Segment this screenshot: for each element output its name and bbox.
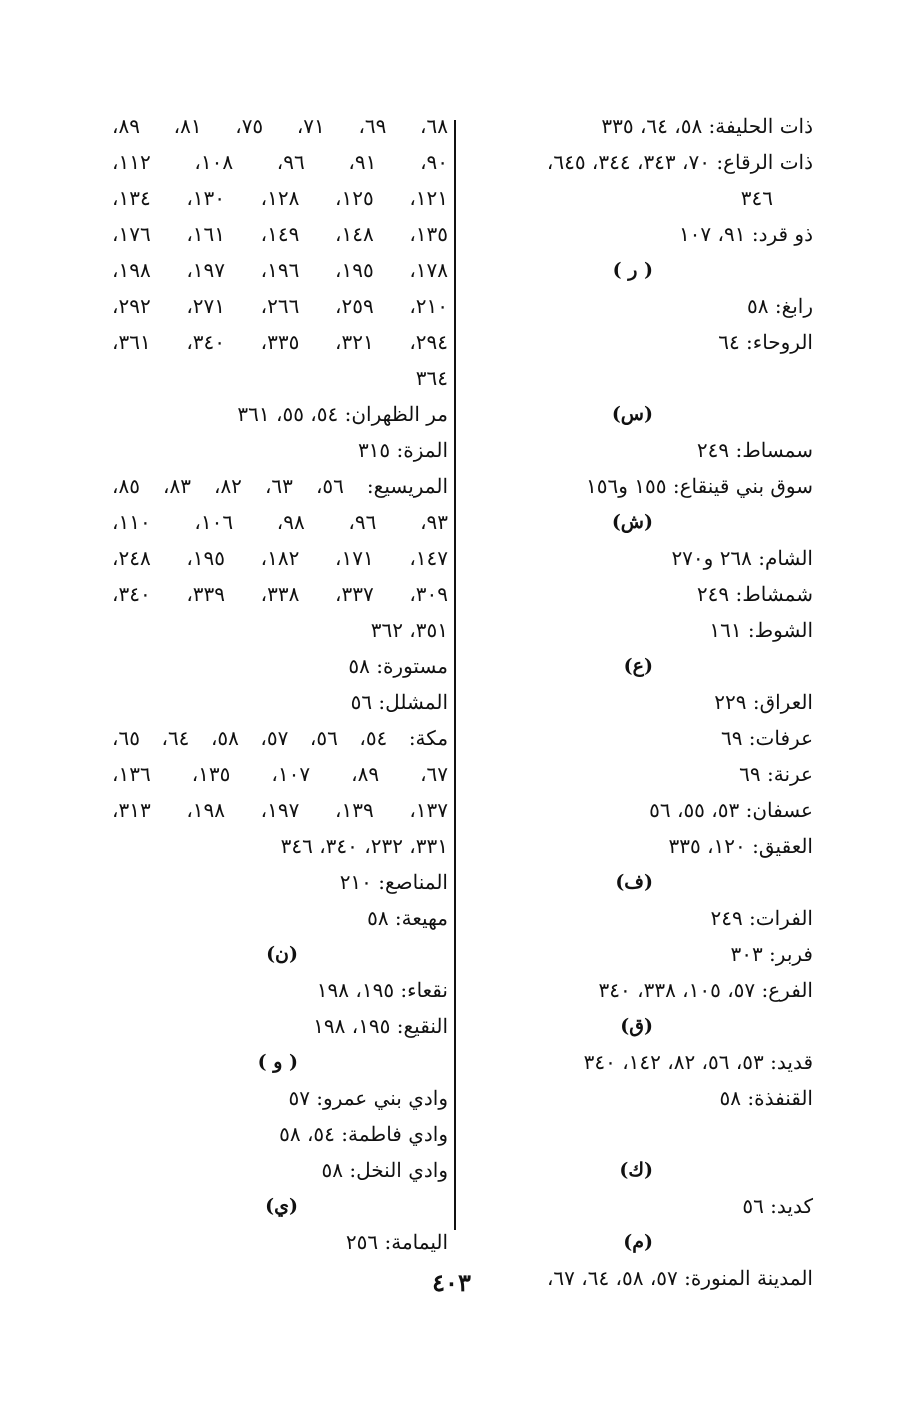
index-entry: مر الظهران: ٥٤، ٥٥، ٣٦١	[237, 402, 448, 426]
index-entry: ٣٣١، ٢٣٢، ٣٤٠، ٣٤٦	[280, 834, 448, 858]
index-entry: كديد: ٥٦	[742, 1194, 813, 1218]
index-entry: اليمامة: ٢٥٦	[345, 1230, 448, 1254]
index-entry: العراق: ٢٢٩	[714, 690, 813, 714]
index-entry: ذات الحليفة: ٥٨، ٦٤، ٣٣٥	[601, 114, 813, 138]
index-entry: ١٧٨، ١٩٥، ١٩٦، ١٩٧، ١٩٨،	[112, 258, 449, 282]
letter-heading: (ش)	[611, 511, 653, 533]
index-entry: المشلل: ٥٦	[350, 690, 448, 714]
index-entry: عرنة: ٦٩	[739, 762, 813, 786]
index-entry: عسفان: ٥٣، ٥٥، ٥٦	[649, 798, 813, 822]
index-column-right	[468, 108, 813, 1296]
letter-heading: (ف)	[615, 871, 653, 893]
index-entry: قديد: ٥٣، ٥٦، ٨٢، ١٤٢، ٣٤٠	[583, 1050, 813, 1074]
column-divider	[454, 120, 456, 1230]
index-entry: ٣٦٤	[415, 366, 448, 390]
blank-line	[468, 1116, 813, 1152]
letter-heading: ( ر )	[612, 259, 653, 281]
index-entry: وادي فاطمة: ٥٤، ٥٨	[279, 1122, 448, 1146]
index-entry: مكة: ٥٤، ٥٦، ٥٧، ٥٨، ٦٤، ٦٥،	[112, 726, 449, 750]
letter-heading: (ق)	[620, 1015, 653, 1037]
index-entry: ٦٧، ٨٩، ١٠٧، ١٣٥، ١٣٦،	[112, 762, 449, 786]
index-entry: شمشاط: ٢٤٩	[696, 582, 813, 606]
index-entry: عرفات: ٦٩	[720, 726, 813, 750]
letter-heading: (ع)	[623, 655, 653, 677]
letter-heading: (ي)	[265, 1195, 298, 1217]
index-entry: الفرات: ٢٤٩	[710, 906, 813, 930]
index-entry: ١٣٧، ١٣٩، ١٩٧، ١٩٨، ٣١٣،	[112, 798, 449, 822]
index-entry: ٦٨، ٦٩، ٧١، ٧٥، ٨١، ٨٩،	[112, 114, 448, 138]
index-entry: مستورة: ٥٨	[348, 654, 448, 678]
index-entry: المناصع: ٢١٠	[339, 870, 448, 894]
letter-heading: (س)	[611, 403, 653, 425]
index-entry: المريسيع: ٥٦، ٦٣، ٨٢، ٨٣، ٨٥،	[112, 474, 449, 498]
letter-heading: (م)	[623, 1231, 653, 1253]
blank-line	[468, 360, 813, 396]
index-entry: ١٢١، ١٢٥، ١٢٨، ١٣٠، ١٣٤،	[112, 186, 449, 210]
index-entry: سوق بني قينقاع: ١٥٥ و١٥٦	[586, 474, 813, 498]
index-entry: سمساط: ٢٤٩	[696, 438, 813, 462]
index-column-left	[108, 108, 448, 1260]
index-entry: الشام: ٢٦٨ و٢٧٠	[671, 546, 813, 570]
index-entry: وادي بني عمرو: ٥٧	[288, 1086, 448, 1110]
index-entry: المدينة المنورة: ٥٧، ٥٨، ٦٤، ٦٧،	[546, 1266, 813, 1290]
index-entry: القنفذة: ٥٨	[719, 1086, 813, 1110]
index-entry: ٣٤٦	[740, 186, 773, 210]
index-entry: رابغ: ٥٨	[746, 294, 813, 318]
letter-heading: ( و )	[257, 1051, 298, 1073]
page-number: ٤٠٣	[432, 1268, 471, 1297]
index-entry: الروحاء: ٦٤	[718, 330, 813, 354]
index-entry: ٩٠، ٩١، ٩٦، ١٠٨، ١١٢،	[112, 150, 449, 174]
index-entry: ١٣٥، ١٤٨، ١٤٩، ١٦١، ١٧٦،	[112, 222, 449, 246]
index-entry: الفرع: ٥٧، ١٠٥، ٣٣٨، ٣٤٠	[598, 978, 813, 1002]
index-entry: ٩٣، ٩٦، ٩٨، ١٠٦، ١١٠،	[112, 510, 449, 534]
index-entry: نقعاء: ١٩٥، ١٩٨	[316, 978, 448, 1002]
index-entry: ذات الرقاع: ٧٠، ٣٤٣، ٣٤٤، ٦٤٥،	[546, 150, 813, 174]
index-entry: النقيع: ١٩٥، ١٩٨	[313, 1014, 448, 1038]
index-entry: الشوط: ١٦١	[709, 618, 813, 642]
index-entry: المزة: ٣١٥	[357, 438, 448, 462]
index-entry: ذو قرد: ٩١، ١٠٧	[678, 222, 813, 246]
letter-heading: (ن)	[266, 943, 298, 965]
index-entry: فربر: ٣٠٣	[730, 942, 813, 966]
index-entry: ١٤٧، ١٧١، ١٨٢، ١٩٥، ٢٤٨،	[112, 546, 449, 570]
index-entry: ٢٩٤، ٣٢١، ٣٣٥، ٣٤٠، ٣٦١،	[112, 330, 449, 354]
index-entry: وادي النخل: ٥٨	[321, 1158, 448, 1182]
index-entry: مهيعة: ٥٨	[367, 906, 448, 930]
index-entry: العقيق: ١٢٠، ٣٣٥	[668, 834, 813, 858]
index-entry: ٢١٠، ٢٥٩، ٢٦٦، ٢٧١، ٢٩٢،	[112, 294, 449, 318]
letter-heading: (ك)	[619, 1159, 653, 1181]
index-entry: ٣٠٩، ٣٣٧، ٣٣٨، ٣٣٩، ٣٤٠،	[112, 582, 449, 606]
index-entry: ٣٥١، ٣٦٢	[370, 618, 448, 642]
